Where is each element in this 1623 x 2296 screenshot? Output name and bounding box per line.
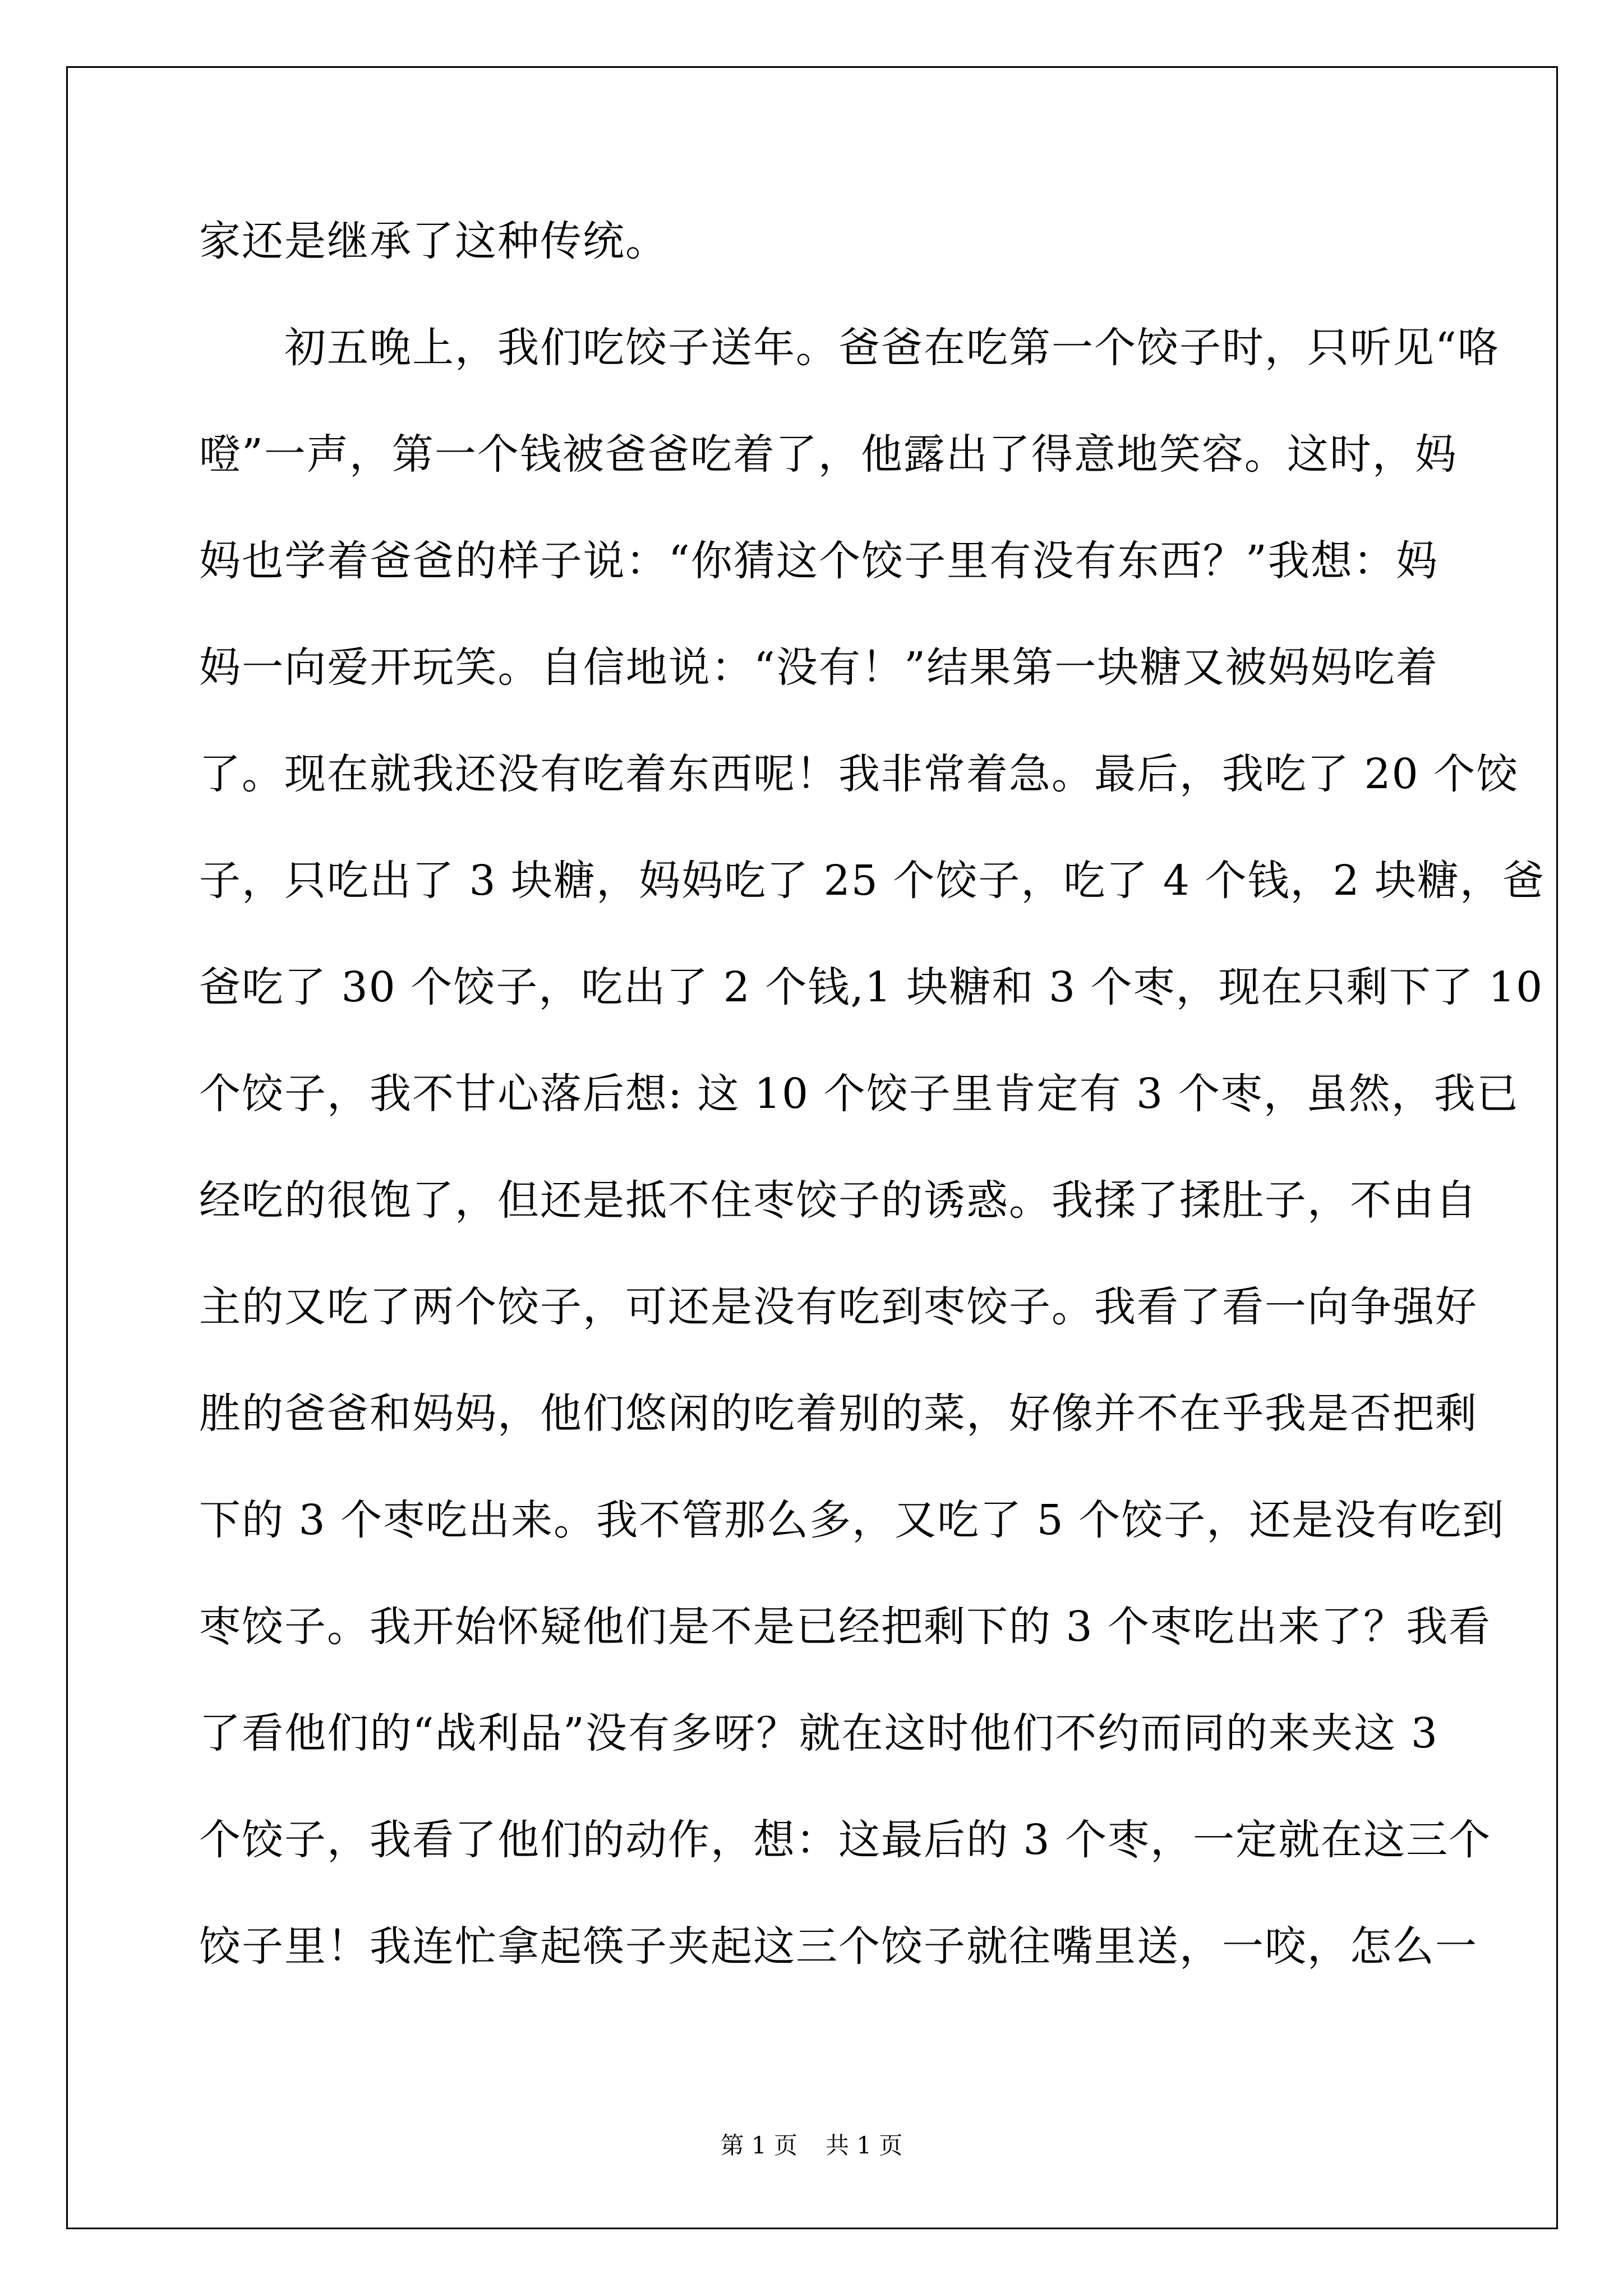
text-line: 了。现在就我还没有吃着东西呢！我非常着急。最后，我吃了 20 个饺 (199, 750, 1519, 798)
text-line: 噔”一声，第一个钱被爸爸吃着了，他露出了得意地笑容。这时，妈 (199, 430, 1458, 478)
text-line: 饺子里！我连忙拿起筷子夹起这三个饺子就往嘴里送，一咬，怎么一 (199, 1922, 1478, 1971)
text-line: 下的 3 个枣吃出来。我不管那么多，又吃了 5 个饺子，还是没有吃到 (199, 1496, 1505, 1544)
text-line: 了看他们的“战利品”没有多呀？就在这时他们不约而同的来夹这 3 (199, 1709, 1438, 1757)
text-line: 枣饺子。我开始怀疑他们是不是已经把剩下的 3 个枣吃出来了？我看 (199, 1603, 1492, 1651)
text-line: 家还是继承了这种传统。 (199, 217, 668, 265)
page-total: 共 1 页 (826, 2132, 903, 2159)
page-number: 第 1 页 (720, 2132, 797, 2159)
text-line: 主的又吃了两个饺子，可还是没有吃到枣饺子。我看了看一向争强好 (199, 1283, 1478, 1331)
text-line: 个饺子，我看了他们的动作，想：这最后的 3 个枣，一定就在这三个 (199, 1816, 1492, 1864)
text-line: 妈一向爱开玩笑。自信地说：“没有！”结果第一块糖又被妈妈吃着 (199, 643, 1438, 692)
text-line: 个饺子，我不甘心落后想: 这 10 个饺子里肯定有 3 个枣，虽然，我已 (199, 1070, 1519, 1118)
text-line: 胜的爸爸和妈妈，他们悠闲的吃着别的菜，好像并不在乎我是否把剩 (199, 1389, 1478, 1438)
text-line: 爸吃了 30 个饺子，吃出了 2 个钱,1 块糖和 3 个枣，现在只剩下了 10 (199, 963, 1544, 1011)
text-line: 经吃的很饱了，但还是抵不住枣饺子的诱惑。我揉了揉肚子，不由自 (199, 1176, 1478, 1225)
text-line: 妈也学着爸爸的样子说：“你猜这个饺子里有没有东西？”我想：妈 (199, 537, 1438, 585)
page-footer (0, 2129, 1623, 2162)
text-line: 子，只吃出了 3 块糖，妈妈吃了 25 个饺子，吃了 4 个钱，2 块糖，爸 (199, 857, 1546, 905)
text-line: 初五晚上，我们吃饺子送年。爸爸在吃第一个饺子时，只听见“咯 (199, 324, 1500, 372)
